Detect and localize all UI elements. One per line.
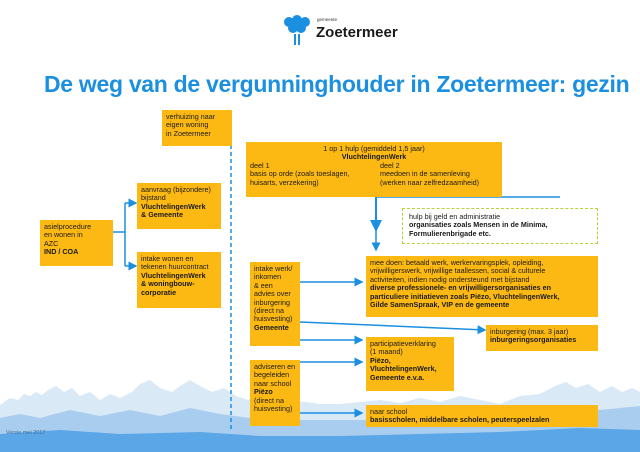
logo-name: Zoetermeer xyxy=(316,24,398,41)
inburgering-box: inburgering (max. 3 jaar) inburgeringsorganisaties xyxy=(486,325,598,351)
hulp-box: 1 op 1 hulp (gemiddeld 1,5 jaar) VluchtelingenWerk deel 1 basis op orde (zoals toeslagen, huisarts, verzekering) deel 2 meedoen in de samenleving (werken naar zelfredzaamheid) xyxy=(246,142,502,197)
geld-box: hulp bij geld en administratie organisaties zoals Mensen in de Minima, Formulierenbrigade etc. xyxy=(402,208,598,244)
adviseren-box: adviseren en begeleiden naar school Piëzo (direct na huisvesting) xyxy=(250,360,300,426)
asiel-box: asielprocedure en wonen in AZC IND / COA xyxy=(40,220,113,266)
participatie-box: participatieverklaring (1 maand) Piëzo, VluchtelingenWerk, Gemeente e.v.a. xyxy=(366,337,454,391)
intake-werk-box: intake werk/ inkomen & een advies over inburgering (direct na huisvesting) Gemeente xyxy=(250,262,300,346)
school-box: naar school basisscholen, middelbare scholen, peuterspeelzalen xyxy=(366,405,598,427)
logo-subtitle: gemeente xyxy=(317,17,338,22)
aanvraag-box: aanvraag (bijzondere) bijstand VluchtelingenWerk & Gemeente xyxy=(137,183,221,229)
intake-wonen-box: intake wonen en tekenen huurcontract VluchtelingenWerk & woningbouw- corporatie xyxy=(137,252,221,308)
verhuizing-box: verhuizing naar eigen woning in Zoetermeer xyxy=(162,110,232,146)
page-title: De weg van de vergunninghouder in Zoetermeer: gezin xyxy=(44,71,630,97)
version-label: Versie mei 2017 xyxy=(6,430,46,436)
meedoen-box: mee doen: betaald werk, werkervaringsplek, opleiding, vrijwilligerswerk, vrijwillige taallessen, social & culturele activiteiten, indien nodig ondersteund met bijstand diverse professionele- en vrijwilligersorganisaties en particuliere initiatieven zoals Piëzo, VluchtelingenWerk, Gilde SamenSpraak, VIP en de gemeente xyxy=(366,256,598,317)
